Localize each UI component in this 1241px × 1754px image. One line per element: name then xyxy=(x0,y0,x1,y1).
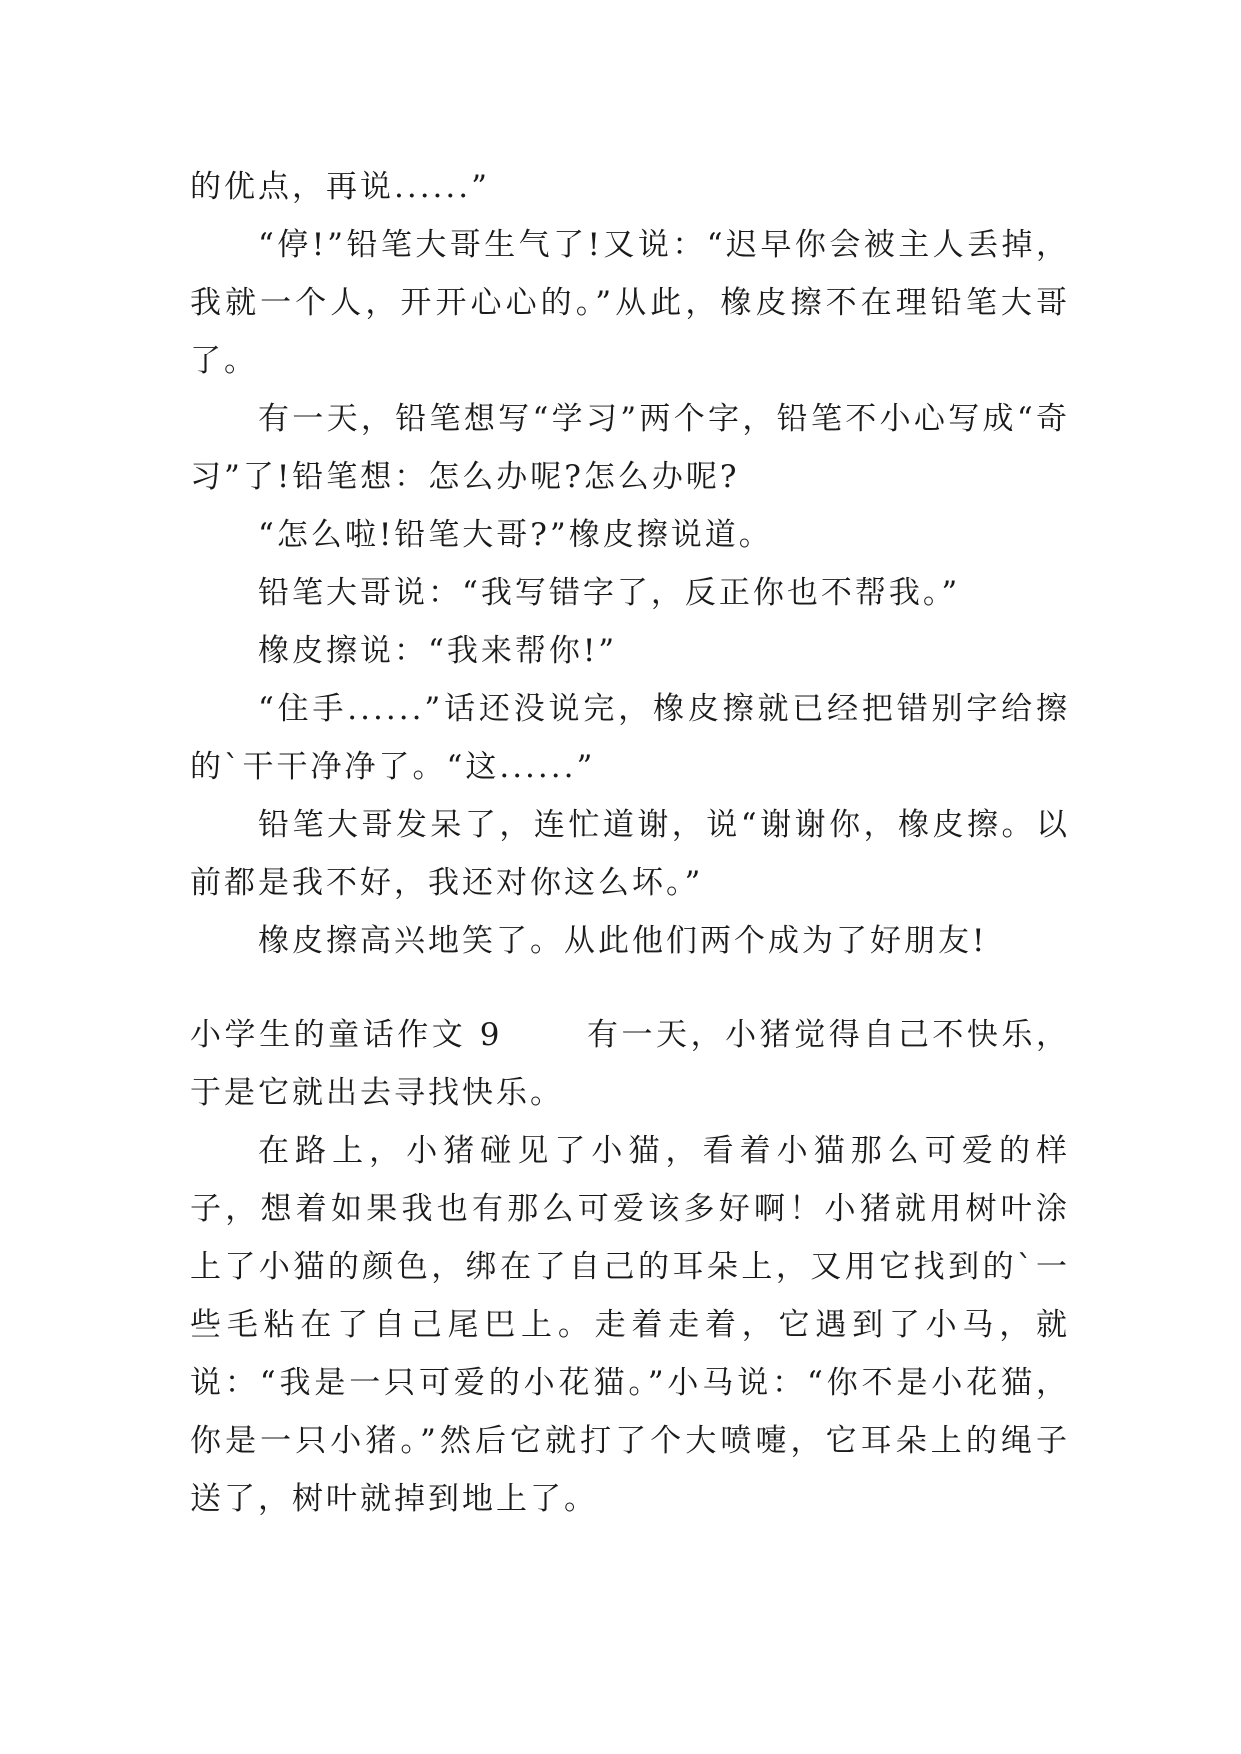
paragraph: 铅笔大哥说：“我写错字了，反正你也不帮我。” xyxy=(258,575,961,611)
paragraph: “停!”铅笔大哥生气了!又说：“迟早你会被主人丢掉，我就一个人，开开心心的。”从此，橡皮擦不在理铅笔大哥了。 xyxy=(190,227,1070,379)
document-body xyxy=(190,158,1070,1528)
paragraph-continuation: 的优点，再说......” xyxy=(190,169,490,205)
paragraph: “怎么啦!铅笔大哥?”橡皮擦说道。 xyxy=(258,517,773,553)
paragraph: “住手......”话还没说完，橡皮擦就已经把错别字给擦的`干干净净了。“这......” xyxy=(190,691,1070,785)
section-lead-text: 有一天，小猪觉得自己不快乐，于是它就出去寻找快乐。 xyxy=(190,1017,1070,1111)
paragraph: 橡皮擦说：“我来帮你!” xyxy=(258,633,618,669)
paragraph: 橡皮擦高兴地笑了。从此他们两个成为了好朋友! xyxy=(258,923,988,959)
section-heading: 小学生的童话作文 9 xyxy=(190,1017,503,1053)
paragraph: 有一天，铅笔想写“学习”两个字，铅笔不小心写成“奇习”了!铅笔想：怎么办呢?怎么办呢? xyxy=(190,401,1070,495)
paragraph: 在路上，小猪碰见了小猫，看着小猫那么可爱的样子，想着如果我也有那么可爱该多好啊！小猪就用树叶涂上了小猫的颜色，绑在了自己的耳朵上，又用它找到的`一些毛粘在了自己尾巴上。走着走着，它遇到了小马，就说：“我是一只可爱的小花猫。”小马说：“你不是小花猫，你是一只小猪。”然后它就打了个大喷嚏，它耳朵上的绳子送了，树叶就掉到地上了。 xyxy=(190,1133,1070,1517)
section-heading-paragraph xyxy=(190,1006,1070,1122)
paragraph: 铅笔大哥发呆了，连忙道谢，说“谢谢你，橡皮擦。以前都是我不好，我还对你这么坏。” xyxy=(190,807,1070,901)
